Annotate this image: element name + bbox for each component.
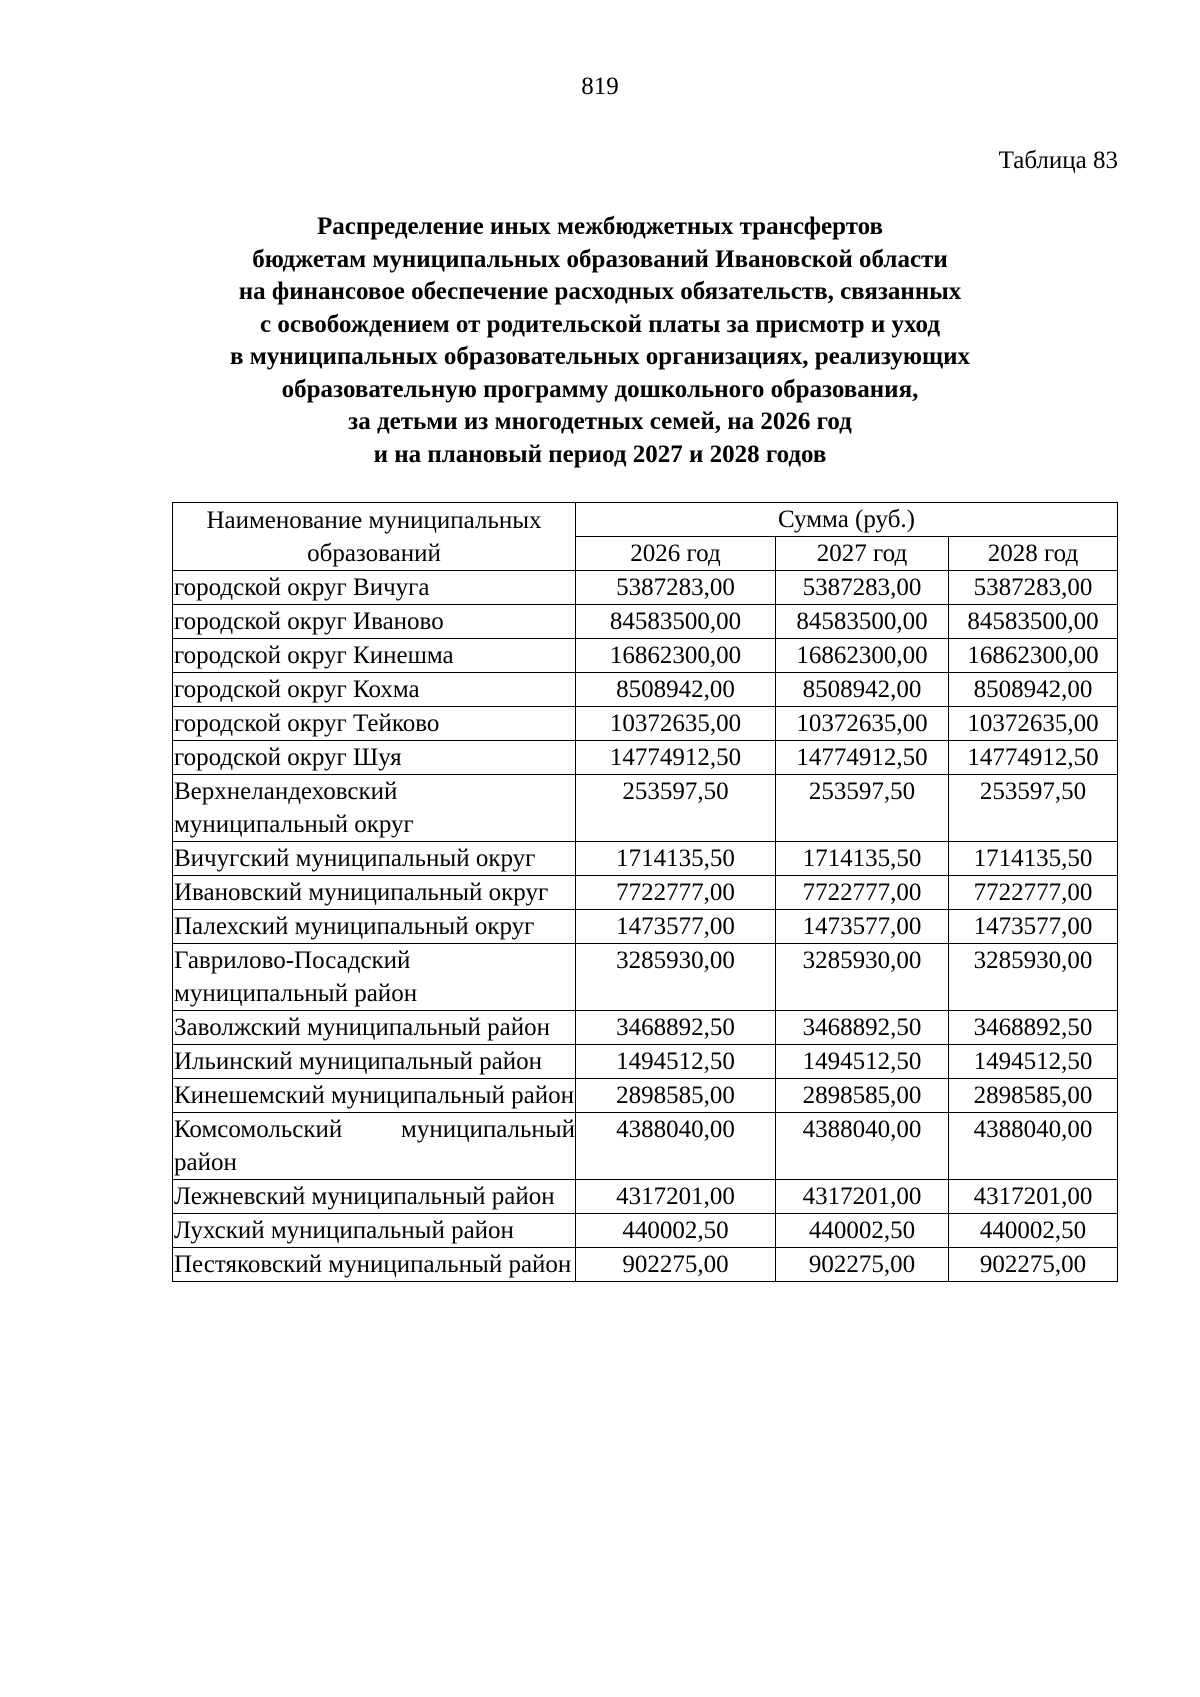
table-row xyxy=(173,876,1118,910)
amount-cell: 14774912,50 xyxy=(776,741,949,775)
amount-cell: 7722777,00 xyxy=(576,876,776,910)
municipality-name: Пестяковский муниципальный район xyxy=(173,1248,576,1282)
municipality-name: Ивановский муниципальный округ xyxy=(173,876,576,910)
title-line: с освобождением от родительской платы за присмотр и уход xyxy=(260,310,940,338)
title-line: образовательную программу дошкольного образования, xyxy=(281,375,919,403)
amount-cell: 3285930,00 xyxy=(576,944,776,1011)
municipality-name: Гаврилово-Посадский муниципальный район xyxy=(173,944,576,1011)
amount-cell: 1473577,00 xyxy=(776,910,949,944)
title-line: на финансовое обеспечение расходных обязательств, связанных xyxy=(238,278,962,305)
municipality-name: городской округ Иваново xyxy=(173,605,576,639)
municipality-name: городской округ Шуя xyxy=(173,741,576,775)
header-year-2028: 2028 год xyxy=(949,537,1118,571)
amount-cell: 1714135,50 xyxy=(949,842,1118,876)
table-row xyxy=(173,673,1118,707)
table-row xyxy=(173,741,1118,775)
title-line: и на плановый период 2027 и 2028 годов xyxy=(373,440,827,468)
municipality-name: Палехский муниципальный округ xyxy=(173,910,576,944)
amount-cell: 10372635,00 xyxy=(949,707,1118,741)
amount-cell: 3468892,50 xyxy=(949,1011,1118,1045)
municipality-name: городской округ Тейково xyxy=(173,707,576,741)
municipality-name: Вичугский муниципальный округ xyxy=(173,842,576,876)
amount-cell: 16862300,00 xyxy=(776,639,949,673)
amount-cell: 1473577,00 xyxy=(949,910,1118,944)
amount-cell: 8508942,00 xyxy=(776,673,949,707)
amount-cell: 4317201,00 xyxy=(576,1180,776,1214)
table-title xyxy=(0,211,1200,471)
table-row xyxy=(173,1079,1118,1113)
amount-cell: 1714135,50 xyxy=(776,842,949,876)
title-line: за детьми из многодетных семей, на 2026 год xyxy=(348,408,852,435)
amount-cell: 4317201,00 xyxy=(949,1180,1118,1214)
header-year-2026: 2026 год xyxy=(576,537,776,571)
page-number: 819 xyxy=(581,73,619,100)
allocation-table xyxy=(172,502,1118,1282)
municipality-name: городской округ Кинешма xyxy=(173,639,576,673)
amount-cell: 84583500,00 xyxy=(949,605,1118,639)
amount-cell: 14774912,50 xyxy=(949,741,1118,775)
municipality-name: городской округ Кохма xyxy=(173,673,576,707)
amount-cell: 84583500,00 xyxy=(576,605,776,639)
amount-cell: 16862300,00 xyxy=(949,639,1118,673)
amount-cell: 8508942,00 xyxy=(576,673,776,707)
municipality-name: Верхнеландеховский муниципальный округ xyxy=(173,775,576,842)
table-row xyxy=(173,571,1118,605)
amount-cell: 1494512,50 xyxy=(576,1045,776,1079)
header-year-2027: 2027 год xyxy=(776,537,949,571)
amount-cell: 440002,50 xyxy=(776,1214,949,1248)
table-row xyxy=(173,1180,1118,1214)
table-row xyxy=(173,944,1118,1011)
table-row xyxy=(173,842,1118,876)
amount-cell: 3285930,00 xyxy=(776,944,949,1011)
amount-cell: 4388040,00 xyxy=(776,1113,949,1180)
amount-cell: 2898585,00 xyxy=(776,1079,949,1113)
title-line: в муниципальных образовательных организациях, реализующих xyxy=(229,343,970,370)
amount-cell: 2898585,00 xyxy=(576,1079,776,1113)
table-row xyxy=(173,910,1118,944)
amount-cell: 3468892,50 xyxy=(776,1011,949,1045)
allocation-table-wrapper xyxy=(172,502,1118,1282)
table-row xyxy=(173,775,1118,842)
amount-cell: 84583500,00 xyxy=(776,605,949,639)
amount-cell: 3285930,00 xyxy=(949,944,1118,1011)
municipality-name: Лежневский муниципальный район xyxy=(173,1180,576,1214)
municipality-name: Лухский муниципальный район xyxy=(173,1214,576,1248)
amount-cell: 3468892,50 xyxy=(576,1011,776,1045)
amount-cell: 902275,00 xyxy=(576,1248,776,1282)
amount-cell: 440002,50 xyxy=(576,1214,776,1248)
header-sum: Сумма (руб.) xyxy=(576,503,1118,537)
amount-cell: 4317201,00 xyxy=(776,1180,949,1214)
amount-cell: 16862300,00 xyxy=(576,639,776,673)
table-number: Таблица 83 xyxy=(998,147,1118,174)
amount-cell: 1494512,50 xyxy=(776,1045,949,1079)
municipality-name: Комсомольский муниципальный район xyxy=(173,1113,576,1180)
table-row xyxy=(173,1011,1118,1045)
amount-cell: 253597,50 xyxy=(776,775,949,842)
municipality-name: Кинешемский муниципальный район xyxy=(173,1079,576,1113)
amount-cell: 4388040,00 xyxy=(576,1113,776,1180)
amount-cell: 902275,00 xyxy=(776,1248,949,1282)
amount-cell: 5387283,00 xyxy=(576,571,776,605)
table-row xyxy=(173,1045,1118,1079)
amount-cell: 4388040,00 xyxy=(949,1113,1118,1180)
title-line: Распределение иных межбюджетных трансфертов xyxy=(316,213,884,240)
table-row xyxy=(173,707,1118,741)
amount-cell: 14774912,50 xyxy=(576,741,776,775)
amount-cell: 253597,50 xyxy=(576,775,776,842)
amount-cell: 5387283,00 xyxy=(949,571,1118,605)
amount-cell: 7722777,00 xyxy=(949,876,1118,910)
amount-cell: 10372635,00 xyxy=(776,707,949,741)
table-header-row xyxy=(173,503,1118,537)
table-row xyxy=(173,1248,1118,1282)
amount-cell: 253597,50 xyxy=(949,775,1118,842)
table-row xyxy=(173,605,1118,639)
amount-cell: 1473577,00 xyxy=(576,910,776,944)
amount-cell: 1494512,50 xyxy=(949,1045,1118,1079)
title-line: бюджетам муниципальных образований Ивановской области xyxy=(252,245,948,273)
table-row xyxy=(173,1113,1118,1180)
amount-cell: 7722777,00 xyxy=(776,876,949,910)
municipality-name: городской округ Вичуга xyxy=(173,571,576,605)
table-body xyxy=(173,571,1118,1282)
amount-cell: 10372635,00 xyxy=(576,707,776,741)
table-row xyxy=(173,1214,1118,1248)
municipality-name: Ильинский муниципальный район xyxy=(173,1045,576,1079)
municipality-name: Заволжский муниципальный район xyxy=(173,1011,576,1045)
amount-cell: 1714135,50 xyxy=(576,842,776,876)
amount-cell: 2898585,00 xyxy=(949,1079,1118,1113)
table-row xyxy=(173,639,1118,673)
amount-cell: 902275,00 xyxy=(949,1248,1118,1282)
amount-cell: 5387283,00 xyxy=(776,571,949,605)
amount-cell: 440002,50 xyxy=(949,1214,1118,1248)
amount-cell: 8508942,00 xyxy=(949,673,1118,707)
header-municipality: Наименование муниципальных образований xyxy=(173,503,576,571)
